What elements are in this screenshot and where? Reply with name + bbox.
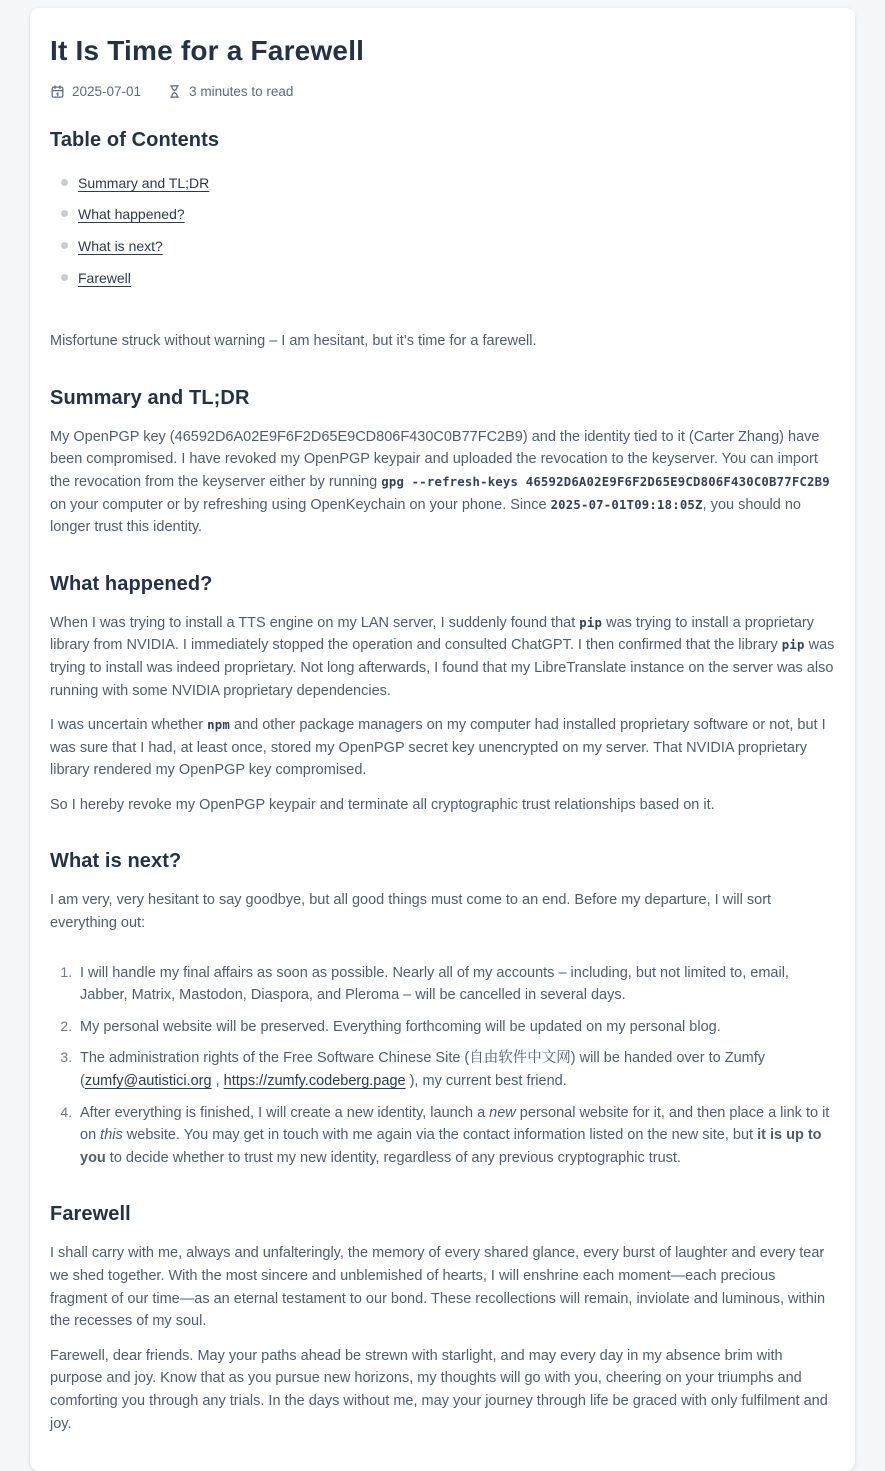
text-run: I will handle my final affairs as soon as possible. Nearly all of my accounts – including, but not limited to, email, Jabber, Matrix, Mastodon, Diaspora, and Pleroma – will be cancelled in several days. [80,964,789,1004]
paragraph [50,889,835,934]
inline-link[interactable]: https://zumfy.codeberg.page [223,1073,406,1090]
text-run: to decide whether to trust my new identity, regardless of any previous cryptographic trust. [105,1149,681,1166]
text-run: The administration rights of the Free Software Chinese Site (自由软件中文网) will be handed over to Zumfy ( [80,1050,765,1090]
inline-code: pip [579,615,603,630]
toc-link[interactable]: Farewell [78,270,131,287]
text-run: My personal website will be preserved. Everything forthcoming will be updated on my personal blog. [80,1018,721,1035]
text-run: was trying to install a proprietary library from NVIDIA. I immediately stopped the operation and consulted ChatGPT. I then confirmed that the library [50,614,815,654]
inline-code: gpg --refresh-keys 46592D6A02E9F6F2D65E9CD806F430C0B77FC2B9 [381,474,830,489]
section-heading: What happened? [50,572,213,595]
article-section-summary [50,387,835,539]
readtime-text: 3 minutes to read [189,83,294,99]
italic-text: this [100,1127,123,1144]
list-item [76,1101,835,1170]
section-heading: Farewell [50,1203,131,1226]
paragraph [50,612,835,702]
bold-text: it is up to you [80,1127,822,1166]
intro-paragraph: Misfortune struck without warning – I am hesitant, but it’s time for a farewell. [50,333,537,350]
date-meta [50,84,141,99]
toc-item [78,237,835,256]
text-run: ), my current best friend. [405,1073,567,1090]
italic-text: new [489,1104,516,1121]
toc-heading: Table of Contents [50,128,220,151]
list-item [76,961,835,1007]
date-text: 2025-07-01 [72,83,142,99]
text-run: , [211,1073,224,1090]
text-run: I am very, very hesitant to say goodbye, but all good things must come to an end. Before my departure, I will sort everything out: [50,892,772,932]
section-heading: What is next? [50,850,182,873]
list-item [76,1015,835,1039]
toc-link[interactable]: What happened? [78,206,185,223]
text-run: My OpenPGP key (46592D6A02E9F6F2D65E9CD806F430C0B77FC2B9) and the identity tied to it (Carter Zhang) have been compromised. I have revoked my OpenPGP keypair and uploaded the revocation to the keyserver. You can import the revocation from the keyserver either by running [50,428,820,490]
text-run: Farewell, dear friends. May your paths ahead be strewn with starlight, and may every day in my absence brim with purpose and joy. Know that as you pursue new horizons, my thoughts will go with you, cheering on your triumphs and comforting you through any trials. In the days without me, may your journey through life be graced with only fulfilment and joy. [50,1347,828,1432]
section-heading: Summary and TL;DR [50,386,250,409]
toc-item [78,205,835,224]
inline-code: pip [781,638,805,653]
toc-list [50,174,835,289]
paragraph [50,1242,835,1332]
paragraph [50,1345,835,1435]
text-run: was trying to install was indeed proprietary. Not long afterwards, I found that my LibreTranslate instance on the server was also running with some NVIDIA proprietary dependencies. [50,637,835,699]
article-section-what-is-next [50,850,835,1169]
text-run: , you should no longer trust this identity. [50,496,801,536]
text-run: website. You may get in touch with me again via the contact information listed on the new site, but [122,1127,758,1144]
toc-link[interactable]: Summary and TL;DR [78,174,210,191]
page-title: It Is Time for a Farewell [50,35,365,66]
article-section-what-happened [50,573,835,817]
list-item [76,1046,835,1092]
calendar-icon [50,84,65,99]
toc-item [78,174,835,193]
text-run: I was uncertain whether [50,717,208,734]
article-section-farewell [50,1203,835,1435]
meta-row [50,84,835,99]
text-run: So I hereby revoke my OpenPGP keypair and terminate all cryptographic trust relationships based on it. [50,796,715,813]
text-run: When I was trying to install a TTS engine on my LAN server, I suddenly found that [50,614,580,631]
hourglass-icon [167,84,182,99]
inline-code: npm [207,718,230,733]
numbered-list [50,961,835,1170]
text-run: on your computer or by refreshing using OpenKeychain on your phone. Since [50,496,551,513]
article-card [30,8,855,1471]
readtime-meta [167,84,293,99]
text-run: personal website for it, and then place a link to it on [80,1104,830,1144]
text-run: I shall carry with me, always and unfalteringly, the memory of every shared glance, every burst of laughter and every tear we shed together. With the most sincere and unblemished of hearts, I will enshrine each moment—each precious fragment of our time—as an eternal testament to our bond. These recollections will remain, inviolate and luminous, within the recesses of my soul. [50,1245,826,1330]
inline-link[interactable]: zumfy@autistici.org [84,1073,212,1090]
toc-link[interactable]: What is next? [78,238,163,255]
paragraph [50,714,835,782]
paragraph [50,794,835,817]
paragraph [50,426,835,539]
text-run: and other package managers on my computer had installed proprietary software or not, but I was sure that I had, at least once, stored my OpenPGP secret key unencrypted on my server. That NVIDIA proprietary library rendered my OpenPGP key compromised. [50,717,826,779]
article-sections [50,387,835,1435]
inline-code: 2025-07-01T09:18:05Z [550,497,703,512]
page [0,8,885,1471]
toc-item [78,269,835,288]
text-run: After everything is finished, I will create a new identity, launch a [80,1104,490,1121]
